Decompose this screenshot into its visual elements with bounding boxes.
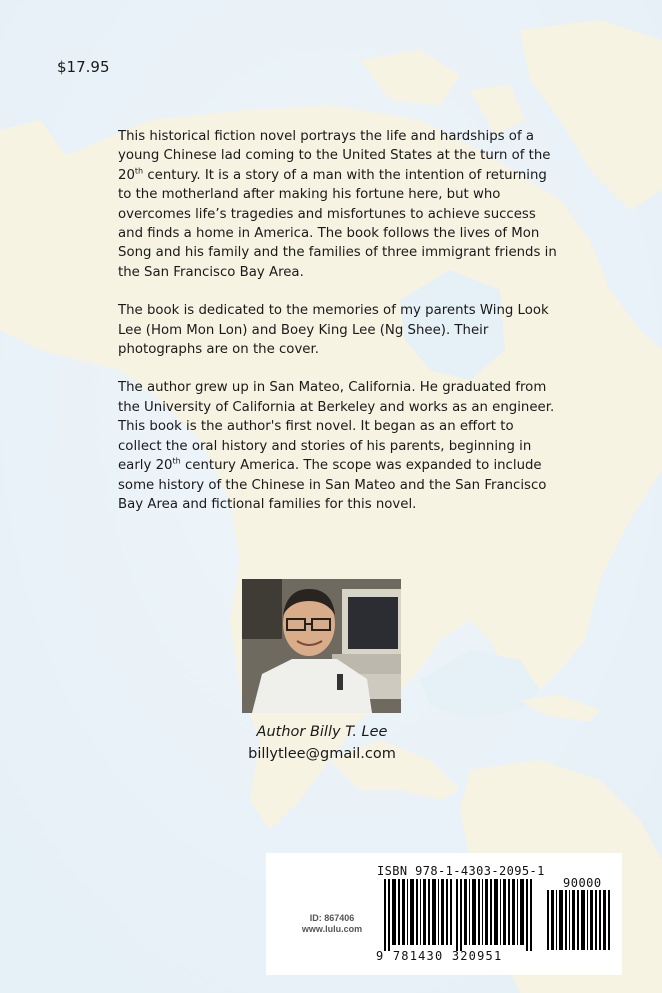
author-photo-illustration xyxy=(242,579,401,713)
lulu-site: www.lulu.com xyxy=(301,924,363,934)
back-cover-description xyxy=(118,127,558,533)
price-code: 90000 xyxy=(563,876,602,890)
author-photo xyxy=(242,579,401,713)
price-label: $17.95 xyxy=(57,58,110,76)
price-addon-barcode xyxy=(547,890,613,950)
barcode-panel xyxy=(266,853,622,975)
ean-digits: 9 781430 320951 xyxy=(376,949,503,963)
description-paragraph-3: The author grew up in San Mateo, California. He graduated from the University of California at Berkeley and works as an engineer. This book is the author's first novel. It began as an effort to collect the oral history and stories of his parents, beginning in early 20th century America. The scope was expanded to include some history of the Chinese in San Mateo and the San Francisco Bay Area and fictional families for this novel. xyxy=(118,380,555,512)
author-name: Author Billy T. Lee xyxy=(256,724,388,740)
isbn-label: ISBN 978-1-4303-2095-1 xyxy=(377,864,545,878)
ean-barcode xyxy=(384,879,536,951)
lulu-id: ID: 867406 xyxy=(309,913,355,923)
author-email: billytlee@gmail.com xyxy=(248,746,396,762)
description-paragraph-2: The book is dedicated to the memories of my parents Wing Look Lee (Hom Mon Lon) and Boey King Lee (Ng Shee). Their photographs are on the cover. xyxy=(118,303,549,358)
author-caption xyxy=(215,721,429,765)
lulu-info xyxy=(284,913,380,935)
description-paragraph-1: This historical fiction novel portrays the life and hardships of a young Chinese lad coming to the United States at the turn of the 20th century. It is a story of a man with the intention of returning to the motherland after making his fortune here, but who overcomes life’s tragedies and misfortunes to achieve success and finds a home in America. The book follows the lives of Mon Song and his family and the families of three immigrant friends in the San Francisco Bay Area. xyxy=(118,129,557,280)
